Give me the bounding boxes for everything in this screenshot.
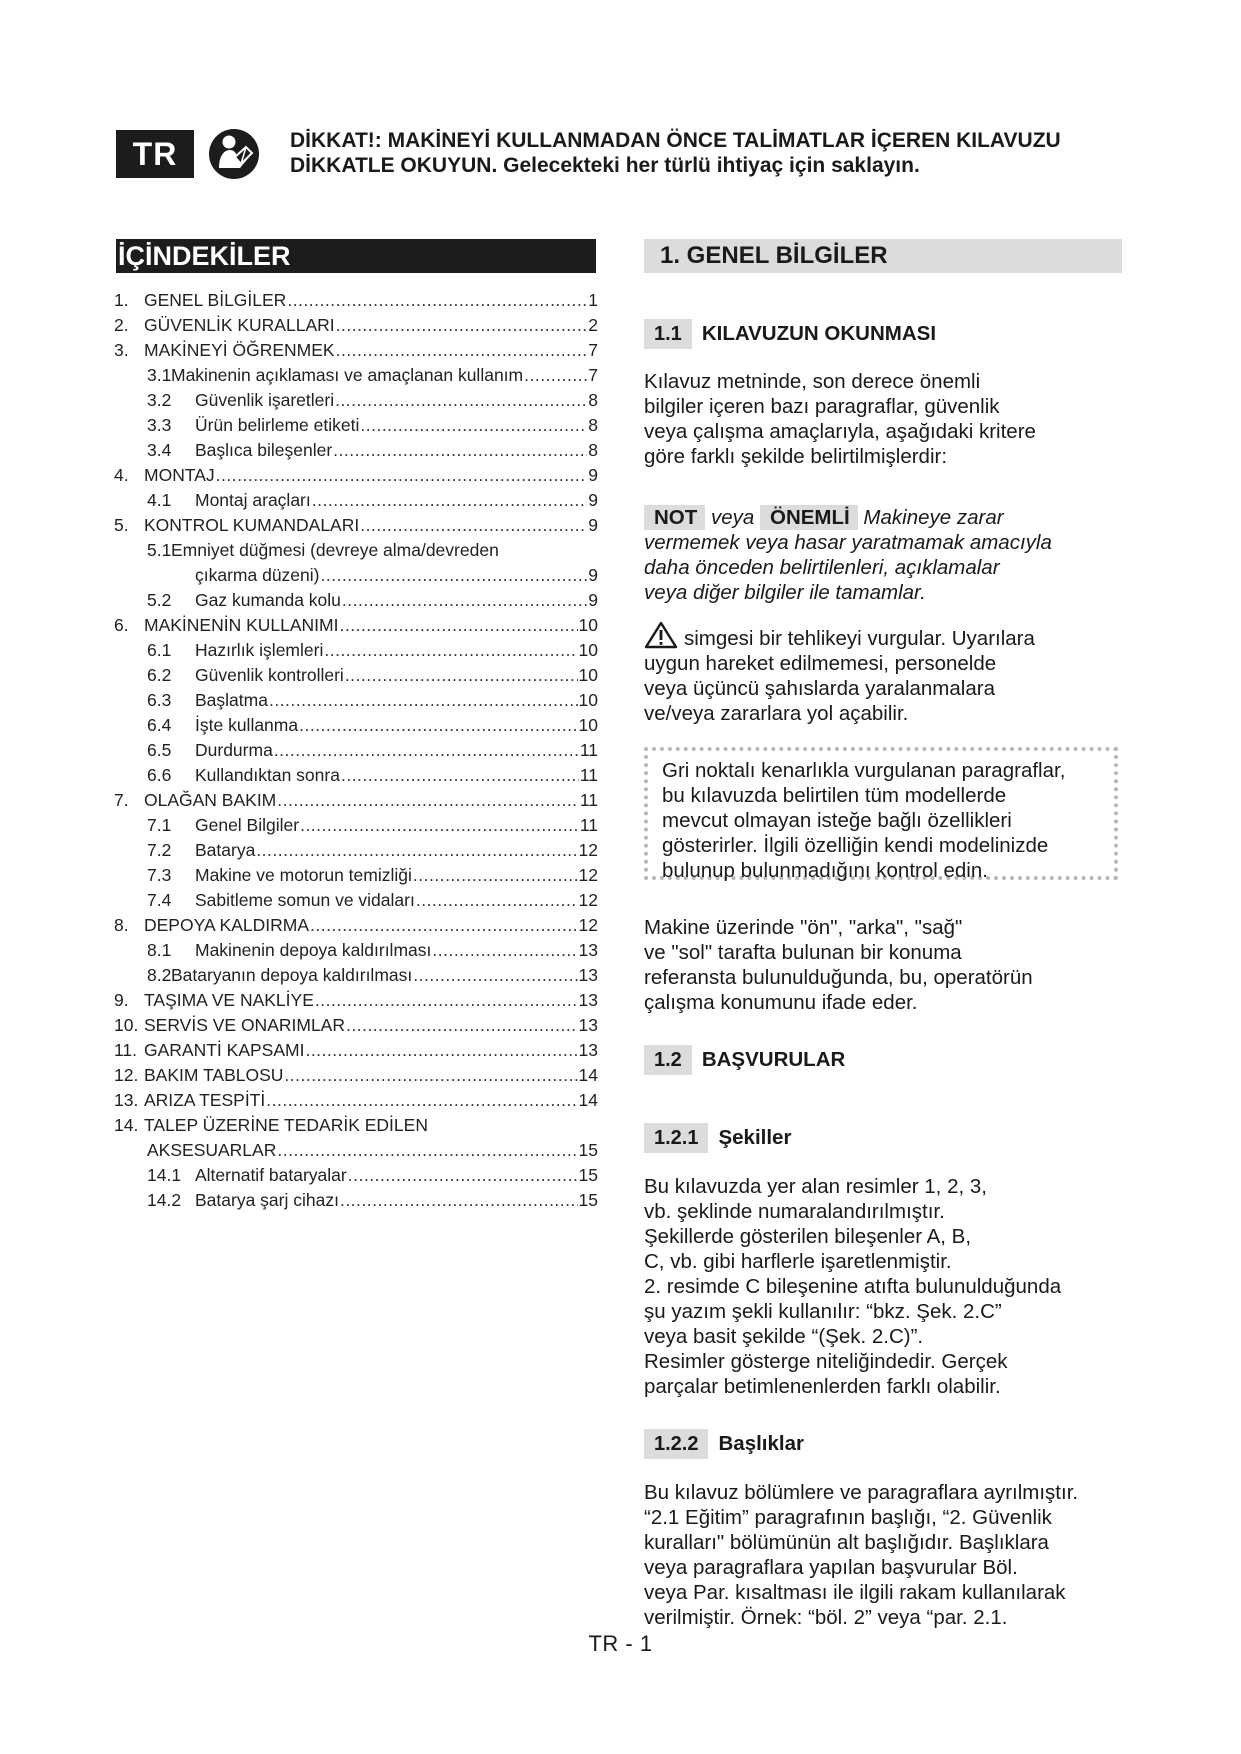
toc-dot-leader: [341, 763, 579, 788]
toc-entry-number: 5.1: [147, 540, 172, 560]
toc-entry-label: TALEP ÜZERİNE TEDARİK EDİLEN: [144, 1115, 428, 1135]
toc-entry-label: Alternatif bataryalar: [195, 1165, 347, 1185]
warning-triangle-icon: [644, 621, 678, 649]
toc-entry-number: 7.3: [147, 865, 172, 885]
toc-entry-number: 13.: [114, 1090, 139, 1110]
heading-title: BAŞVURULAR: [701, 1048, 846, 1071]
toc-dot-leader: [310, 913, 578, 938]
toc-entry-number: 5.: [114, 515, 129, 535]
toc-entry-page: 13: [578, 1040, 598, 1060]
text-line: verilmiştir. Örnek: “böl. 2” veya “par. 2.1.: [644, 1606, 1008, 1629]
note-first-line: Makineye zarar: [863, 506, 1004, 529]
toc-entry-label: Makine ve motorun temizliği: [195, 865, 412, 885]
toc-entry-page: 12: [578, 840, 598, 860]
toc-entry-label: Gaz kumanda kolu: [195, 590, 341, 610]
toc-entry-label: Genel Bilgiler: [195, 815, 300, 835]
toc-dot-leader: [333, 438, 587, 463]
toc-dot-leader: [432, 938, 577, 963]
text-line: şu yazım şekli kullanılır: “bkz. Şek. 2.C”: [644, 1300, 1002, 1323]
toc-entry-page: 14: [578, 1090, 598, 1110]
toc-entry-label: GÜVENLİK KURALLARI: [144, 315, 335, 335]
toc-entry-page: 10: [578, 715, 598, 735]
safety-warning: [290, 128, 1150, 178]
toc-entry-label: Makinenin açıklaması ve amaçlanan kullanım: [171, 365, 524, 385]
text-line: veya paragraflara yapılan başvurular Böl.: [644, 1556, 1018, 1579]
text-line: referansta bulunulduğunda, bu, operatörün: [644, 966, 1033, 989]
toc-dot-leader: [274, 738, 579, 763]
toc-entry-page: 11: [579, 765, 598, 785]
note-or: veya: [710, 506, 755, 529]
text-line: Bu kılavuz bölümlere ve paragraflara ayrılmıştır.: [644, 1481, 1079, 1504]
toc-entry[interactable]: [114, 338, 598, 363]
toc-entry-page: 8: [588, 440, 598, 460]
heading-title: Şekiller: [718, 1126, 792, 1149]
text-line: Bu kılavuzda yer alan resimler 1, 2, 3,: [644, 1175, 987, 1198]
text-line: “2.1 Eğitim” paragrafının başlığı, “2. Güvenlik: [644, 1506, 1052, 1529]
toc-dot-leader: [342, 588, 587, 613]
text-line: göre farklı şekilde belirtilmişlerdir:: [644, 445, 948, 468]
toc-entry-page: 8: [588, 415, 598, 435]
text-line: vb. şeklinde numaralandırılmıştır.: [644, 1200, 945, 1223]
toc-entry-label: Kullandıktan sonra: [195, 765, 340, 785]
toc-entry[interactable]: [114, 463, 598, 488]
toc-entry-number: 6.1: [147, 640, 172, 660]
toc-entry[interactable]: [114, 413, 598, 438]
toc-entry-number: 6.5: [147, 740, 172, 760]
toc-entry-number: 12.: [114, 1065, 139, 1085]
toc-entry-page: 2: [588, 315, 598, 335]
toc-entry-page: 11: [579, 790, 598, 810]
toc-dot-leader: [299, 713, 577, 738]
toc-entry-number: 1.: [114, 290, 129, 310]
toc-entry[interactable]: [114, 1088, 598, 1113]
language-badge: TR: [116, 130, 194, 178]
toc-entry-number: 6.4: [147, 715, 172, 735]
toc-dot-leader: [360, 413, 587, 438]
toc-entry-label: Güvenlik kontrolleri: [195, 665, 344, 685]
text-line: Gri noktalı kenarlıkla vurgulanan paragraflar,: [662, 759, 1066, 782]
toc-dot-leader: [413, 863, 578, 888]
toc-entry-label: Durdurma: [195, 740, 273, 760]
toc-entry-number: 9.: [114, 990, 129, 1010]
toc-entry-page: 9: [588, 565, 598, 585]
toc-entry[interactable]: [114, 313, 598, 338]
toc-entry-number: 7.4: [147, 890, 172, 910]
toc-entry[interactable]: [114, 488, 598, 513]
toc-entry-label: Sabitleme somun ve vidaları: [195, 890, 415, 910]
toc-entry[interactable]: [114, 888, 598, 913]
toc-entry[interactable]: [114, 363, 598, 388]
toc-dot-leader: [413, 963, 577, 988]
toc-entry-label: MAKİNEYİ ÖĞRENMEK: [144, 340, 335, 360]
toc-dot-leader: [287, 288, 587, 313]
headings-paragraph: [644, 1480, 1124, 1630]
heading-number: 1.1: [644, 319, 692, 349]
intro-paragraph: [644, 369, 1124, 469]
toc-entry-label: çıkarma düzeni): [195, 565, 320, 585]
toc-entry-page: 12: [578, 915, 598, 935]
text-line: gösterirler. İlgili özelliğin kendi modelinizde: [662, 834, 1049, 857]
text-line: bilgiler içeren bazı paragraflar, güvenlik: [644, 395, 1000, 418]
toc-entry-label: Hazırlık işlemleri: [195, 640, 324, 660]
toc-entry[interactable]: [114, 813, 598, 838]
toc-entry-number: 7.: [114, 790, 129, 810]
toc-entry-page: 7: [588, 365, 598, 385]
hazard-paragraph: [644, 621, 1124, 726]
toc-entry[interactable]: [114, 988, 598, 1013]
toc-entry-page: 12: [578, 890, 598, 910]
toc-entry[interactable]: [114, 288, 598, 313]
toc-entry-page: 13: [578, 965, 598, 985]
toc-entry-label: MAKİNENİN KULLANIMI: [144, 615, 339, 635]
heading-title: KILAVUZUN OKUNMASI: [701, 322, 937, 345]
toc-entry-number: 3.1: [147, 365, 172, 385]
toc-entry-label: Batarya şarj cihazı: [195, 1190, 339, 1210]
toc-entry-number: 3.: [114, 340, 129, 360]
toc-entry-page: 10: [578, 615, 598, 635]
toc-entry-label: Ürün belirleme etiketi: [195, 415, 360, 435]
toc-entry-number: 4.1: [147, 490, 172, 510]
text-line: çalışma konumunu ifade eder.: [644, 991, 918, 1014]
toc-entry-page: 15: [578, 1190, 598, 1210]
toc-entry-label: GENEL BİLGİLER: [144, 290, 287, 310]
toc-dot-leader: [360, 513, 587, 538]
toc-dot-leader: [277, 788, 579, 813]
toc-entry-label: Makinenin depoya kaldırılması: [195, 940, 432, 960]
heading-number: 1.2: [644, 1045, 692, 1075]
toc-entry[interactable]: [114, 1063, 598, 1088]
toc-entry-page: 14: [578, 1065, 598, 1085]
toc-dot-leader: [416, 888, 578, 913]
text-line: simgesi bir tehlikeyi vurgular. Uyarılara: [684, 627, 1035, 650]
toc-entry-number: 6.: [114, 615, 129, 635]
toc-entry[interactable]: [114, 438, 598, 463]
toc-title: İÇİNDEKİLER: [116, 239, 596, 273]
toc-entry-label: Emniyet düğmesi (devreye alma/devreden: [171, 540, 499, 560]
important-tag: ÖNEMLİ: [760, 505, 858, 530]
text-line: uygun hareket edilmemesi, personelde: [644, 652, 997, 675]
subsection-heading-1-1: [644, 319, 936, 349]
text-line: 2. resimde C bileşenine atıfta bulunulduğunda: [644, 1275, 1062, 1298]
toc-entry-number: 3.4: [147, 440, 172, 460]
toc-entry-number: 14.2: [147, 1190, 182, 1210]
toc-entry[interactable]: [114, 1188, 598, 1213]
toc-entry-label: KONTROL KUMANDALARI: [144, 515, 360, 535]
toc-entry[interactable]: [114, 913, 598, 938]
toc-entry-page: 9: [588, 465, 598, 485]
warning-line-1: DİKKAT!: MAKİNEYİ KULLANMADAN ÖNCE TALİMATLAR İÇEREN KILAVUZU: [290, 129, 1061, 152]
toc-dot-leader: [339, 613, 577, 638]
toc-dot-leader: [269, 688, 578, 713]
text-line: Şekillerde gösterilen bileşenler A, B,: [644, 1225, 972, 1248]
toc-entry-number: 2.: [114, 315, 129, 335]
page-number: TR - 1: [588, 1631, 653, 1656]
toc-dot-leader: [321, 563, 588, 588]
section-heading-general: 1. GENEL BİLGİLER: [644, 239, 1122, 273]
toc-entry-number: 6.3: [147, 690, 172, 710]
text-line: ve "sol" tarafta bulunan bir konuma: [644, 941, 962, 964]
toc-entry-number: 4.: [114, 465, 129, 485]
toc-dot-leader: [335, 388, 587, 413]
toc-entry-number: 8.1: [147, 940, 172, 960]
toc-entry[interactable]: [114, 563, 598, 588]
toc-entry-page: 9: [588, 490, 598, 510]
toc-entry-label: Başlatma: [195, 690, 268, 710]
toc-entry-number: 10.: [114, 1015, 139, 1035]
toc-entry-number: 14.: [114, 1115, 139, 1135]
toc-entry[interactable]: [114, 1113, 598, 1138]
toc-dot-leader: [305, 1038, 577, 1063]
toc-entry-label: Güvenlik işaretleri: [195, 390, 335, 410]
toc-entry-number: 6.6: [147, 765, 172, 785]
toc-entry[interactable]: [114, 713, 598, 738]
text-line: parçalar betimlenenlerden farklı olabilir.: [644, 1375, 1001, 1398]
toc-entry[interactable]: [114, 513, 598, 538]
toc-entry[interactable]: [114, 1013, 598, 1038]
heading-number: 1.2.1: [644, 1123, 708, 1153]
toc-dot-leader: [277, 1138, 577, 1163]
toc-entry-label: DEPOYA KALDIRMA: [144, 915, 310, 935]
position-paragraph: [644, 915, 1124, 1015]
toc-entry-number: 8.: [114, 915, 129, 935]
toc-entry[interactable]: [114, 613, 598, 638]
toc-entry[interactable]: [114, 663, 598, 688]
toc-entry-page: 11: [579, 740, 598, 760]
toc-entry-label: TAŞIMA VE NAKLİYE: [144, 990, 314, 1010]
toc-dot-leader: [346, 1013, 578, 1038]
toc-entry[interactable]: [114, 388, 598, 413]
text-line: bu kılavuzda belirtilen tüm modellerde: [662, 784, 1007, 807]
toc-entry-page: 12: [578, 865, 598, 885]
toc-entry[interactable]: [114, 538, 598, 563]
toc-dot-leader: [345, 663, 578, 688]
text-line: ve/veya zararlara yol açabilir.: [644, 702, 909, 725]
toc-entry-page: 13: [578, 990, 598, 1010]
optional-features-box: [644, 747, 1118, 880]
toc-entry[interactable]: [114, 588, 598, 613]
toc-entry-number: 11.: [114, 1040, 138, 1060]
toc-entry[interactable]: [114, 938, 598, 963]
toc-dot-leader: [266, 1088, 577, 1113]
toc-entry[interactable]: [114, 638, 598, 663]
toc-dot-leader: [336, 313, 588, 338]
warning-line-2: DİKKATLE OKUYUN. Gelecekteki her türlü ihtiyaç için saklayın.: [290, 154, 920, 177]
toc-entry-page: 10: [578, 640, 598, 660]
subsection-heading-1-2-1: [644, 1123, 791, 1153]
toc-entry-number: 7.1: [147, 815, 172, 835]
text-line: C, vb. gibi harflerle işaretlenmiştir.: [644, 1250, 952, 1273]
toc-entry-page: 10: [578, 690, 598, 710]
heading-title: Başlıklar: [718, 1432, 804, 1455]
note-paragraph: [644, 505, 1124, 605]
text-line: kuralları" bölümünün alt başlığıdır. Başlıklara: [644, 1531, 1049, 1554]
toc-entry[interactable]: [114, 1038, 598, 1063]
toc-entry-label: İşte kullanma: [195, 715, 299, 735]
toc-entry[interactable]: [114, 1138, 598, 1163]
toc-entry-label: Montaj araçları: [195, 490, 311, 510]
toc-dot-leader: [336, 338, 588, 363]
toc-entry[interactable]: [114, 738, 598, 763]
toc-entry-page: 9: [588, 515, 598, 535]
toc-entry-number: 3.3: [147, 415, 172, 435]
text-line: Kılavuz metninde, son derece önemli: [644, 370, 981, 393]
toc-entry-page: 11: [579, 815, 598, 835]
toc-entry-page: 15: [578, 1140, 598, 1160]
toc-entry[interactable]: [114, 1163, 598, 1188]
toc-entry-page: 9: [588, 590, 598, 610]
toc-entry[interactable]: [114, 763, 598, 788]
toc-entry-label: Batarya: [195, 840, 256, 860]
toc-entry-page: 8: [588, 390, 598, 410]
toc-entry-page: 13: [578, 1015, 598, 1035]
toc-entry-label: Başlıca bileşenler: [195, 440, 333, 460]
subsection-heading-1-2: [644, 1045, 845, 1075]
toc-entry-number: 14.1: [147, 1165, 182, 1185]
toc-dot-leader: [312, 488, 588, 513]
text-line: vermemek veya hasar yaratmamak amacıyla: [644, 531, 1052, 554]
toc-entry-label: Bataryanın depoya kaldırılması: [171, 965, 413, 985]
toc-entry[interactable]: [114, 688, 598, 713]
toc-entry-page: 10: [578, 665, 598, 685]
toc-entry-label: BAKIM TABLOSU: [144, 1065, 284, 1085]
toc-dot-leader: [300, 813, 579, 838]
text-line: Makine üzerinde "ön", "arka", "sağ": [644, 916, 963, 939]
heading-number: 1.2.2: [644, 1429, 708, 1459]
note-tag: NOT: [644, 505, 705, 530]
toc-entry[interactable]: [114, 963, 598, 988]
toc-entry-label: AKSESUARLAR: [147, 1140, 277, 1160]
toc-entry-label: SERVİS VE ONARIMLAR: [144, 1015, 345, 1035]
toc-dot-leader: [315, 988, 578, 1013]
read-manual-icon: [208, 128, 260, 180]
toc-entry-label: ARIZA TESPİTİ: [144, 1090, 266, 1110]
toc-dot-leader: [284, 1063, 577, 1088]
toc-dot-leader: [348, 1163, 578, 1188]
text-line: mevcut olmayan isteğe bağlı özellikleri: [662, 809, 1012, 832]
toc-entry-page: 7: [588, 340, 598, 360]
text-line: veya çalışma amaçlarıyla, aşağıdaki kritere: [644, 420, 1036, 443]
text-line: veya üçüncü şahıslarda yaralanmalara: [644, 677, 995, 700]
toc-entry-number: 6.2: [147, 665, 172, 685]
text-line: daha önceden belirtilenleri, açıklamalar: [644, 556, 1000, 579]
toc-entry-number: 3.2: [147, 390, 172, 410]
toc-dot-leader: [256, 838, 577, 863]
toc-dot-leader: [324, 638, 577, 663]
toc-dot-leader: [340, 1188, 578, 1213]
toc-entry[interactable]: [114, 863, 598, 888]
toc-entry-label: OLAĞAN BAKIM: [144, 790, 277, 810]
toc-entry-label: GARANTİ KAPSAMI: [144, 1040, 305, 1060]
toc-dot-leader: [524, 363, 587, 388]
toc-entry-number: 8.2: [147, 965, 172, 985]
text-line: veya diğer bilgiler ile tamamlar.: [644, 581, 926, 604]
text-line: veya basit şekilde “(Şek. 2.C)”.: [644, 1325, 924, 1348]
subsection-heading-1-2-2: [644, 1429, 804, 1459]
toc-entry-number: 7.2: [147, 840, 172, 860]
toc-entry-number: 5.2: [147, 590, 172, 610]
toc-entry-label: MONTAJ: [144, 465, 215, 485]
toc-entry[interactable]: [114, 838, 598, 863]
figures-paragraph: [644, 1174, 1124, 1399]
text-line: Resimler gösterge niteliğindedir. Gerçek: [644, 1350, 1008, 1373]
toc-dot-leader: [216, 463, 588, 488]
toc-entry-page: 15: [578, 1165, 598, 1185]
table-of-contents: [114, 288, 598, 1213]
text-line: veya Par. kısaltması ile ilgili rakam kullanılarak: [644, 1581, 1066, 1604]
toc-entry-page: 13: [578, 940, 598, 960]
toc-entry-page: 1: [588, 290, 598, 310]
text-line: bulunup bulunmadığını kontrol edin.: [662, 859, 988, 882]
toc-entry[interactable]: [114, 788, 598, 813]
